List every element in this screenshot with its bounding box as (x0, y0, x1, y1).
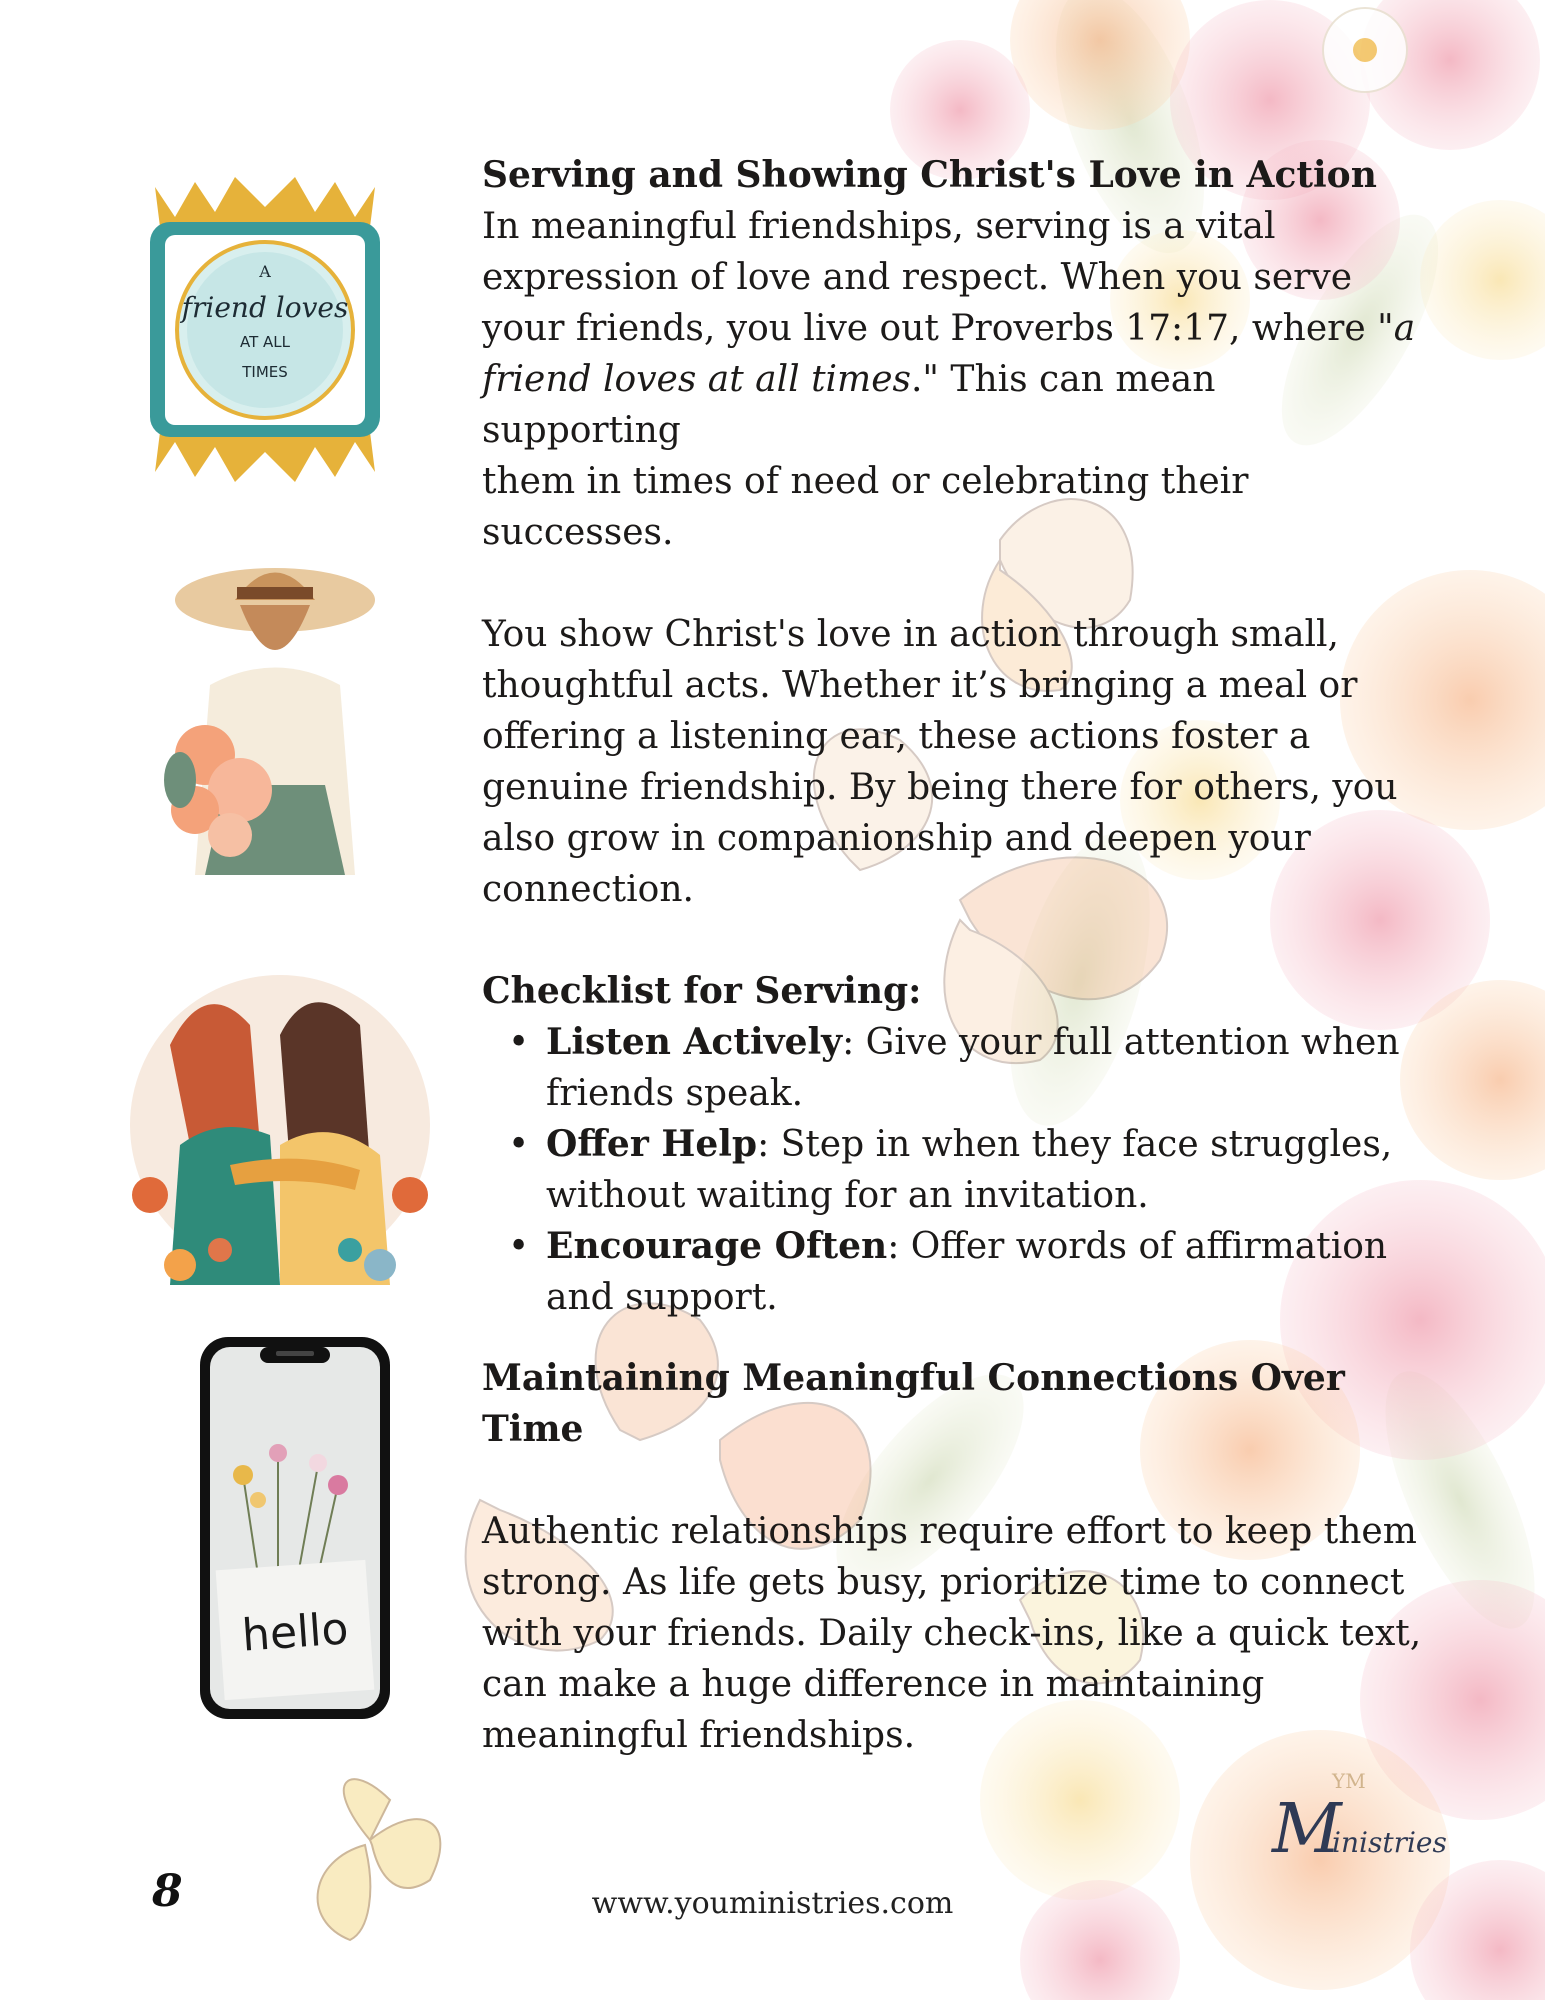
website-url: www.youministries.com (591, 1886, 954, 1921)
frame-text-friend-loves: friend loves (181, 291, 349, 324)
friend-loves-frame-illustration (135, 177, 395, 482)
logo-initials: YM (1332, 1769, 1366, 1793)
italic-word-a: a (1393, 308, 1416, 349)
phone-hello-illustration (198, 1335, 392, 1721)
text-line (482, 303, 1422, 354)
text-line: thoughtful acts. Whether it’s bringing a meal or (482, 665, 1358, 706)
logo-m: M (1272, 1790, 1342, 1869)
checklist-item-text: : Step in when they face struggles, (757, 1124, 1393, 1165)
paragraph-christ-love (482, 609, 1422, 915)
text-line: also grow in companionship and deepen your (482, 818, 1311, 859)
frame-text-a: A (259, 262, 271, 281)
checklist-item-text: : Give your full attention when (842, 1022, 1400, 1063)
checklist-item-text: : Offer words of affirmation (887, 1226, 1388, 1267)
checklist-item-text-cont: and support. (546, 1277, 778, 1318)
text-line: Authentic relationships require effort to keep them (482, 1511, 1417, 1552)
text-line: offering a listening ear, these actions foster a (482, 716, 1311, 757)
page-number: 8 (152, 1866, 183, 1917)
text-line: connection. (482, 869, 694, 910)
checklist-list (482, 1017, 1422, 1323)
two-friends-hugging-illustration (110, 965, 450, 1295)
checklist-item-text-cont: without waiting for an invitation. (546, 1175, 1149, 1216)
text-line: meaningful friendships. (482, 1715, 916, 1756)
text-span: ." This can mean supporting (482, 359, 1216, 451)
list-item (546, 1017, 1422, 1119)
woman-with-hat-illustration (155, 555, 385, 875)
you-ministries-logo (1270, 1760, 1450, 1870)
text-line: genuine friendship. By being there for others, you (482, 767, 1398, 808)
checklist-heading: Checklist for Serving: (482, 970, 922, 1012)
frame-text-at-all: AT ALL (239, 333, 291, 351)
text-line: strong. As life gets busy, prioritize time to connect (482, 1562, 1405, 1603)
italic-phrase: friend loves at all times (482, 359, 911, 400)
checklist-item-title: Listen Actively (546, 1021, 843, 1063)
main-content (482, 150, 1422, 1761)
section-heading-connections: Maintaining Meaningful Connections Over Time (482, 1357, 1345, 1450)
text-line: expression of love and respect. When you serve (482, 257, 1353, 298)
text-line: with your friends. Daily check-ins, like a quick text, (482, 1613, 1422, 1654)
list-item (546, 1221, 1422, 1323)
text-line (482, 354, 1422, 456)
text-span: your friends, you live out Proverbs 17:17, where " (482, 308, 1394, 349)
text-line: can make a huge difference in maintaining (482, 1664, 1265, 1705)
text-line: In meaningful friendships, serving is a vital (482, 206, 1276, 247)
section-heading-serving: Serving and Showing Christ's Love in Action (482, 154, 1377, 196)
text-line: You show Christ's love in action through small, (482, 614, 1340, 655)
paragraph-serving-intro (482, 201, 1422, 558)
text-line: successes. (482, 512, 674, 553)
text-line: them in times of need or celebrating their (482, 461, 1249, 502)
list-item (546, 1119, 1422, 1221)
paragraph-connections (482, 1506, 1422, 1761)
checklist-item-title: Offer Help (546, 1123, 758, 1165)
phone-hello-text: hello (240, 1603, 350, 1662)
checklist-item-title: Encourage Often (546, 1225, 888, 1267)
frame-text-times: TIMES (242, 363, 288, 381)
logo-text: inistries (1332, 1826, 1447, 1859)
checklist-item-text-cont: friends speak. (546, 1073, 804, 1114)
